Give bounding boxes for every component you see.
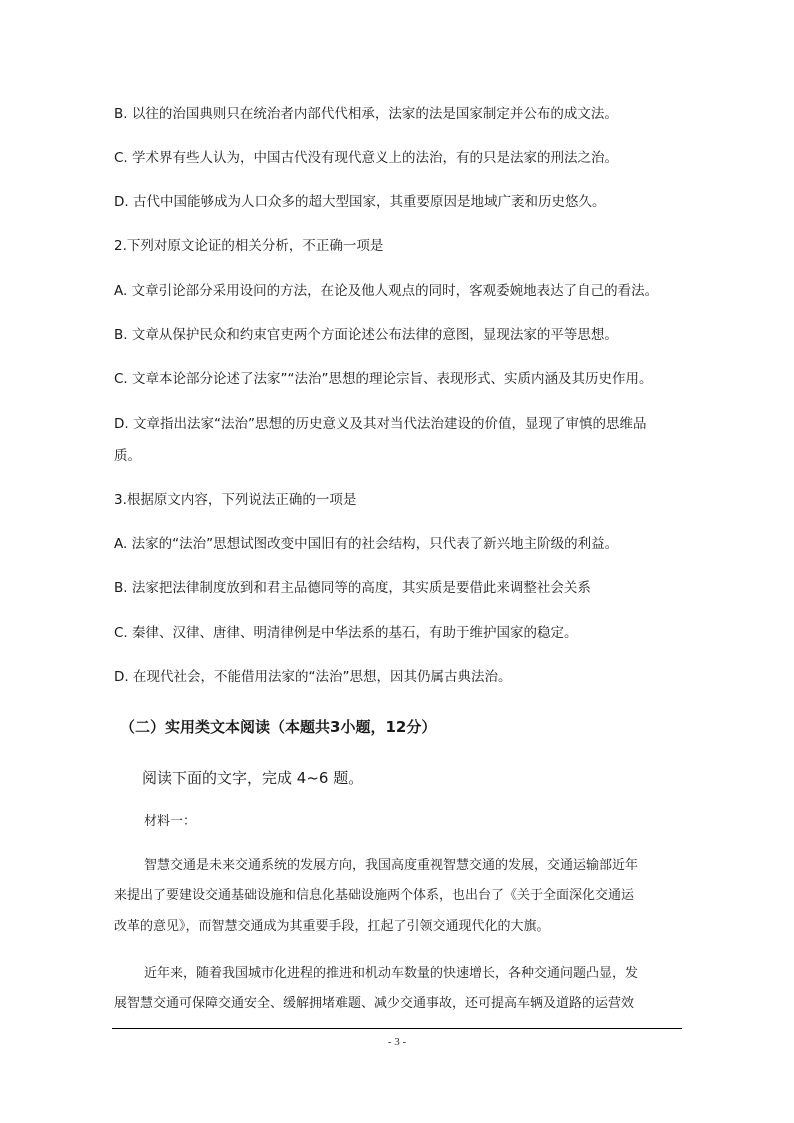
q3-option-c: C. 秦律、汉律、唐律、明清律例是中华法系的基石，有助于维护国家的稳定。 — [114, 625, 578, 641]
q2-option-d-line1: D. 文章指出法家“法治”思想的历史意义及其对当代法治建设的价值，显现了审慎的思维品 — [114, 416, 647, 432]
material-para2-line1: 近年来，随着我国城市化进程的推进和机动车数量的快速增长，各种交通问题凸显，发 — [144, 966, 639, 981]
material-para1-line3: 改革的意见》，而智慧交通成为其重要手段，扛起了引领交通现代化的大旗。 — [114, 919, 550, 934]
q3-stem: 3.根据原文内容，下列说法正确的一项是 — [114, 492, 357, 508]
q2-option-d-line2: 质。 — [114, 448, 141, 464]
q3-option-d: D. 在现代社会，不能借用法家的“法治”思想，因其仍属古典法治。 — [114, 669, 512, 685]
q3-option-b: B. 法家把法律制度放到和君主品德同等的高度，其实质是要借此来调整社会关系 — [114, 580, 591, 596]
q1-option-b: B. 以往的治国典则只在统治者内部代代相承，法家的法是国家制定并公布的成文法。 — [114, 106, 618, 122]
q3-option-a: A. 法家的“法治”思想试图改变中国旧有的社会结构，只代表了新兴地主阶级的利益。 — [114, 536, 619, 552]
q2-option-a: A. 文章引论部分采用设问的方法，在论及他人观点的同时，客观委婉地表达了自己的看法。 — [114, 283, 659, 299]
material-label: 材料一： — [144, 814, 197, 829]
q2-option-c: C. 文章本论部分论述了法家”“法治”思想的理论宗旨、表现形式、实质内涵及其历史作用。 — [114, 371, 653, 387]
section-heading: （二）实用类文本阅读（本题共3小题，12分） — [120, 718, 437, 736]
page-number: - 3 - — [387, 1036, 407, 1048]
material-para1-line1: 智慧交通是未来交通系统的发展方向，我国高度重视智慧交通的发展，交通运输部近年 — [144, 858, 639, 873]
q1-option-d: D. 古代中国能够成为人口众多的超大型国家，其重要原因是地域广袤和历史悠久。 — [114, 194, 606, 210]
q2-stem: 2.下列对原文论证的相关分析，不正确一项是 — [114, 238, 384, 254]
q1-option-c: C. 学术界有些人认为，中国古代没有现代意义上的法治，有的只是法家的刑法之治。 — [114, 150, 619, 166]
footer-rule — [112, 1028, 682, 1029]
reading-instruction: 阅读下面的文字，完成 4~6 题。 — [142, 769, 364, 787]
material-para1-line2: 来提出了要建设交通基础设施和信息化基础设施两个体系，也出台了《关于全面深化交通运 — [114, 888, 635, 903]
material-para2-line2: 展智慧交通可保障交通安全、缓解拥堵难题、减少交通事故，还可提高车辆及道路的运营效 — [114, 996, 635, 1011]
q2-option-b: B. 文章从保护民众和约束官吏两个方面论述公布法律的意图，显现法家的平等思想。 — [114, 327, 618, 343]
